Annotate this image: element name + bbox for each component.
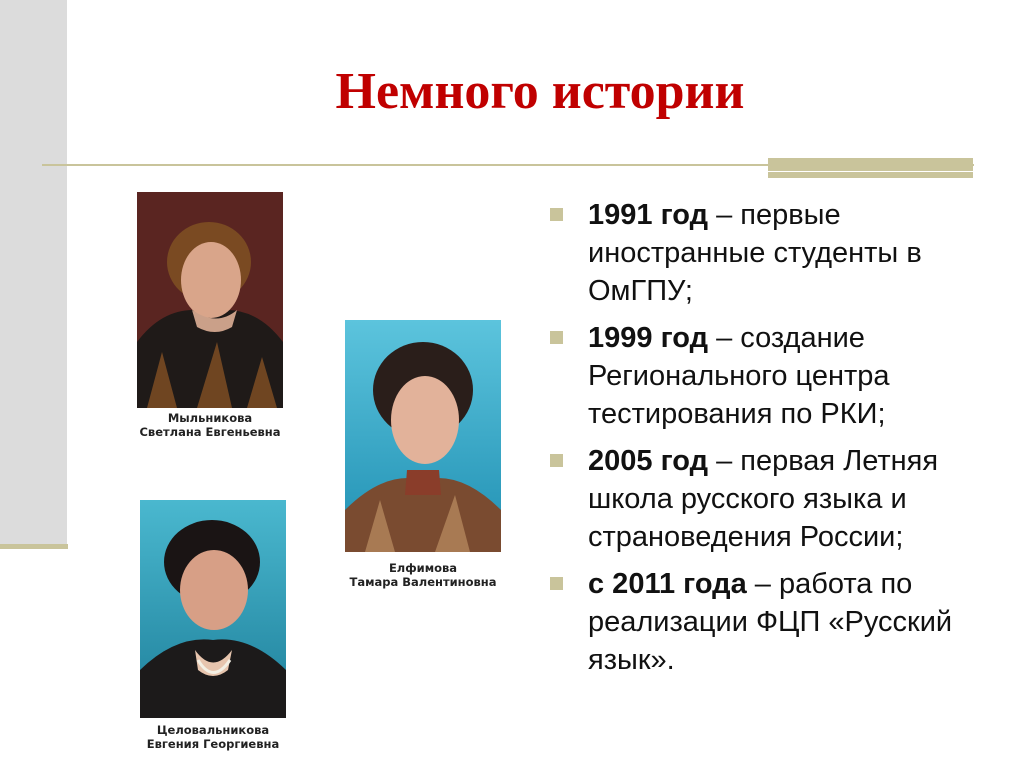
title-divider-accent (768, 158, 973, 178)
list-item (550, 196, 995, 310)
caption-name: Евгения Георгиевна (146, 737, 280, 751)
caption-name: Тамара Валентиновна (349, 575, 497, 589)
list-item (550, 319, 995, 433)
caption-surname: Целовальникова (156, 723, 270, 737)
bullet-square-icon (550, 454, 563, 467)
portrait-caption-mylnikova (118, 411, 302, 439)
caption-surname: Мыльникова (167, 411, 253, 425)
list-item-text: – работа по реализации ФЦП «Русский язык». (588, 568, 953, 676)
slide-title: Немного истории (335, 63, 745, 120)
list-item-text: – первая Летняя школа русского языка и страноведения России; (588, 445, 939, 553)
portrait-photo-mylnikova (137, 192, 283, 408)
portrait-caption-tselovalnikova (118, 723, 308, 751)
portrait-caption-elfimova (330, 561, 516, 589)
left-decor-line (0, 544, 68, 549)
caption-name: Светлана Евгеньевна (139, 425, 281, 439)
bullet-square-icon (550, 208, 563, 221)
history-list (550, 196, 995, 688)
list-item-text: – создание Регионального центра тестирования по РКИ; (588, 322, 890, 430)
list-item-year: 1991 год (588, 199, 709, 231)
list-item (550, 565, 995, 679)
left-decor-band (0, 0, 67, 546)
portrait-photo-tselovalnikova (140, 500, 286, 718)
bullet-square-icon (550, 331, 563, 344)
list-item-year: 1999 год (588, 322, 709, 354)
caption-surname: Елфимова (388, 561, 458, 575)
list-item-year: с 2011 года (588, 568, 747, 600)
list-item-text: – первые иностранные студенты в ОмГПУ; (588, 199, 922, 307)
portrait-photo-elfimova (345, 320, 501, 552)
list-item (550, 442, 995, 556)
bullet-square-icon (550, 577, 563, 590)
list-item-year: 2005 год (588, 445, 709, 477)
